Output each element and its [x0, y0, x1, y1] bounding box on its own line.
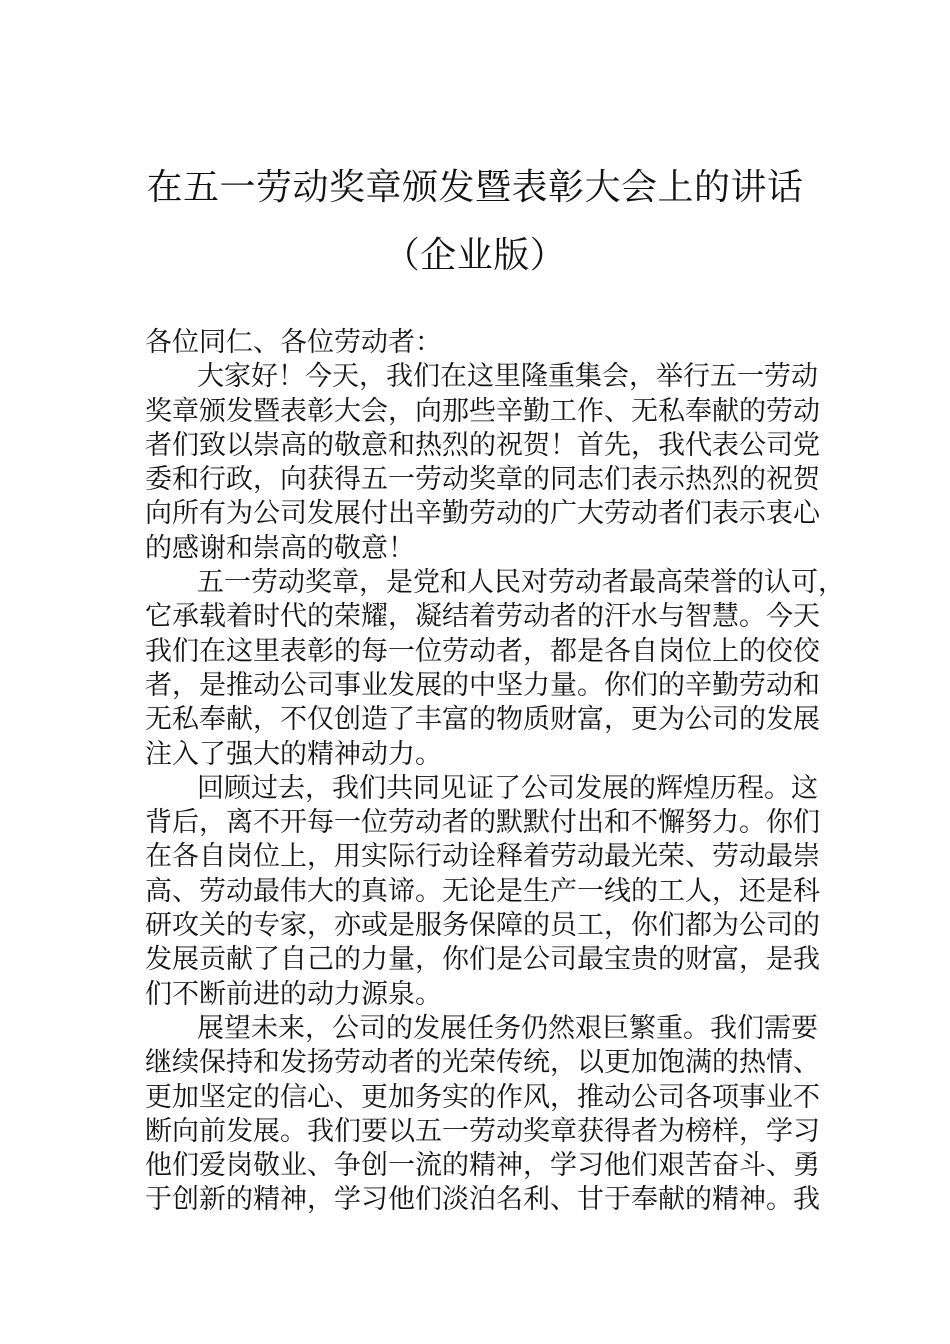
paragraph-line: 五一劳动奖章，是党和人民对劳动者最高荣誉的认可，: [197, 567, 845, 599]
paragraph-line: 继续保持和发扬劳动者的光荣传统，以更加饱满的热情、: [145, 1047, 820, 1079]
paragraph-line: 委和行政，向获得五一劳动奖章的同志们表示热烈的祝贺: [145, 464, 820, 496]
paragraph-line: 它承载着时代的荣耀，凝结着劳动者的汗水与智慧。今天: [145, 601, 820, 633]
paragraph-3: [145, 772, 835, 1012]
paragraph-line: 展望未来，公司的发展任务仍然艰巨繁重。我们需要: [197, 1012, 818, 1044]
paragraph-line: 在各自岗位上，用实际行动诠释着劳动最光荣、劳动最崇: [145, 841, 820, 873]
document-body: [145, 326, 845, 1218]
document-title: 在五一劳动奖章颁发暨表彰大会上的讲话: [146, 167, 804, 208]
paragraph-line: 奖章颁发暨表彰大会，向那些辛勤工作、无私奉献的劳动: [145, 395, 820, 427]
paragraph-line: 我们在这里表彰的每一位劳动者，都是各自岗位上的佼佼: [145, 635, 820, 667]
paragraph-line: 的感谢和崇高的敬意！: [145, 532, 415, 564]
paragraph-line: 更加坚定的信心、更加务实的作风，推动公司各项事业不: [145, 1081, 820, 1113]
paragraph-line: 注入了强大的精神动力。: [145, 738, 442, 770]
paragraph-2: [145, 566, 845, 772]
paragraph-4: [145, 1012, 835, 1218]
salutation: 各位同仁、各位劳动者：: [145, 327, 442, 358]
document-subtitle: （企业版）: [383, 235, 567, 276]
paragraph-line: 断向前发展。我们要以五一劳动奖章获得者为榜样，学习: [145, 1115, 820, 1147]
paragraph-line: 他们爱岗敬业、争创一流的精神，学习他们艰苦奋斗、勇: [145, 1150, 820, 1182]
paragraph-line: 高、劳动最伟大的真谛。无论是生产一线的工人，还是科: [145, 875, 820, 907]
paragraph-line: 们不断前进的动力源泉。: [145, 978, 442, 1010]
paragraph-line: 于创新的精神，学习他们淡泊名利、甘于奉献的精神。我: [145, 1184, 820, 1216]
paragraph-line: 发展贡献了自己的力量，你们是公司最宝贵的财富，是我: [145, 944, 820, 976]
paragraph-line: 回顾过去，我们共同见证了公司发展的辉煌历程。这: [197, 772, 818, 804]
paragraph-line: 无私奉献，不仅创造了丰富的物质财富，更为公司的发展: [145, 704, 820, 736]
paragraph-line: 者们致以崇高的敬意和热烈的祝贺！首先，我代表公司党: [145, 429, 820, 461]
paragraph-line: 向所有为公司发展付出辛勤劳动的广大劳动者们表示衷心: [145, 498, 820, 530]
paragraph-line: 大家好！今天，我们在这里隆重集会，举行五一劳动: [197, 361, 818, 393]
paragraph-line: 者，是推动公司事业发展的中坚力量。你们的辛勤劳动和: [145, 669, 820, 701]
paragraph-1: [145, 360, 835, 566]
paragraph-line: 背后，离不开每一位劳动者的默默付出和不懈努力。你们: [145, 807, 820, 839]
paragraph-line: 研攻关的专家，亦或是服务保障的员工，你们都为公司的: [145, 910, 820, 942]
